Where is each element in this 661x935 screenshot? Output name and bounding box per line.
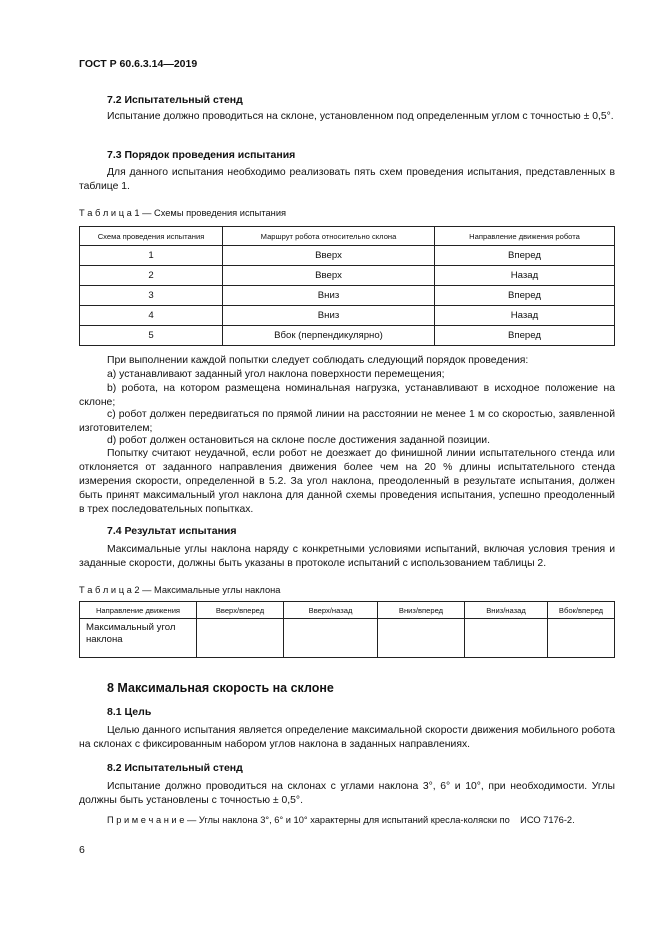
section-7-2-text: Испытание должно проводиться на склоне, установленном под определенным углом с точностью ± 0,5°. bbox=[107, 111, 614, 122]
note: П р и м е ч а н и е — Углы наклона 3°, 6° и 10° характерны для испытаний кресла-коляски по ИСО 7176-2. bbox=[107, 815, 575, 825]
table-2-header-cell: Направление движения bbox=[80, 602, 197, 619]
table-2-header-cell: Вниз/назад bbox=[465, 602, 548, 619]
table-cell-empty bbox=[284, 619, 378, 658]
standard-header: ГОСТ Р 60.6.3.14—2019 bbox=[79, 58, 198, 70]
table-2-header-row bbox=[80, 602, 615, 619]
table-1 bbox=[79, 226, 615, 346]
section-8-1-title: 8.1 Цель bbox=[107, 706, 152, 718]
table-1-header-cell: Маршрут робота относительно склона bbox=[223, 227, 435, 246]
table-cell: Вперед bbox=[435, 246, 615, 266]
table-cell-empty bbox=[548, 619, 615, 658]
table-2 bbox=[79, 601, 615, 658]
section-7-3-title: 7.3 Порядок проведения испытания bbox=[107, 149, 296, 161]
table-cell: Назад bbox=[435, 306, 615, 326]
table-2-header-cell: Вверх/вперед bbox=[197, 602, 284, 619]
procedure-step-a: а) устанавливают заданный угол наклона поверхности перемещения; bbox=[107, 369, 445, 380]
table-cell: Вверх bbox=[223, 246, 435, 266]
table-2-header-cell: Вверх/назад bbox=[284, 602, 378, 619]
section-8-2-title: 8.2 Испытательный стенд bbox=[107, 762, 243, 774]
procedure-step-b: b) робота, на котором размещена номинальная нагрузка, устанавливают в исходное положение на склоне; bbox=[79, 383, 615, 408]
table-row bbox=[80, 286, 615, 306]
section-7-4-title: 7.4 Результат испытания bbox=[107, 525, 237, 537]
table-cell: Вниз bbox=[223, 306, 435, 326]
table-cell-empty bbox=[197, 619, 284, 658]
table-row bbox=[80, 326, 615, 346]
table-cell: 1 bbox=[80, 246, 223, 266]
procedure-fail-criteria: Попытку считают неудачной, если робот не доезжает до финишной линии испытательного стенда или отклоняется от заданного направления движения более чем на 20 % длины испытательного стенда измерения скорости, определенной в 5.2. За угол наклона, преодоленный в результате испытания, должен быть принят максимальный угол наклона для данной схемы проведения испытания, успешно преодоленный в трех последовательных попытках. bbox=[79, 448, 615, 515]
table-1-header-row bbox=[80, 227, 615, 246]
section-7-2-title: 7.2 Испытательный стенд bbox=[107, 94, 243, 106]
table-2-caption: Т а б л и ц а 2 — Максимальные углы наклона bbox=[79, 585, 281, 595]
table-cell: Вперед bbox=[435, 326, 615, 346]
table-2-header-cell: Вниз/вперед bbox=[378, 602, 465, 619]
procedure-step-d: d) робот должен остановиться на склоне после достижения заданной позиции. bbox=[107, 435, 490, 446]
table-cell: 2 bbox=[80, 266, 223, 286]
table-row bbox=[80, 619, 615, 658]
table-cell: Назад bbox=[435, 266, 615, 286]
section-8-2-text: Испытание должно проводиться на склонах с углами наклона 3°, 6° и 10°, при необходимости. Углы должны быть установлены с точностью ± 0,5°. bbox=[79, 781, 615, 806]
table-1-header-cell: Направление движения робота bbox=[435, 227, 615, 246]
table-1-caption: Т а б л и ц а 1 — Схемы проведения испытания bbox=[79, 208, 287, 218]
page-number: 6 bbox=[79, 844, 85, 856]
section-7-3-text: Для данного испытания необходимо реализовать пять схем проведения испытания, представленных в таблице 1. bbox=[79, 167, 615, 192]
table-2-header-cell: Вбок/вперед bbox=[548, 602, 615, 619]
procedure-step-c: с) робот должен передвигаться по прямой линии на расстоянии не менее 1 м со скоростью, заявленной изготовителем; bbox=[79, 409, 615, 434]
table-cell: 5 bbox=[80, 326, 223, 346]
table-cell: Вперед bbox=[435, 286, 615, 306]
table-row-label: Максимальный угол наклона bbox=[80, 619, 197, 658]
table-cell: 3 bbox=[80, 286, 223, 306]
table-1-header-cell: Схема проведения испытания bbox=[80, 227, 223, 246]
table-cell: Вбок (перпендикулярно) bbox=[223, 326, 435, 346]
section-8-1-text: Целью данного испытания является определение максимальной скорости движения мобильного робота на склонах с фиксированным набором углов наклона в заданных направлениях. bbox=[79, 725, 615, 750]
table-cell: 4 bbox=[80, 306, 223, 326]
section-7-4-text: Максимальные углы наклона наряду с конкретными условиями испытаний, включая условия трения и заданные скорости, должны быть указаны в протоколе испытаний с использованием таблицы 2. bbox=[79, 544, 615, 569]
table-cell-empty bbox=[465, 619, 548, 658]
table-row bbox=[80, 266, 615, 286]
table-cell: Вниз bbox=[223, 286, 435, 306]
table-row bbox=[80, 246, 615, 266]
table-cell: Вверх bbox=[223, 266, 435, 286]
procedure-intro: При выполнении каждой попытки следует соблюдать следующий порядок проведения: bbox=[107, 355, 529, 366]
table-row bbox=[80, 306, 615, 326]
table-cell-empty bbox=[378, 619, 465, 658]
section-8-title: 8 Максимальная скорость на склоне bbox=[107, 681, 334, 695]
